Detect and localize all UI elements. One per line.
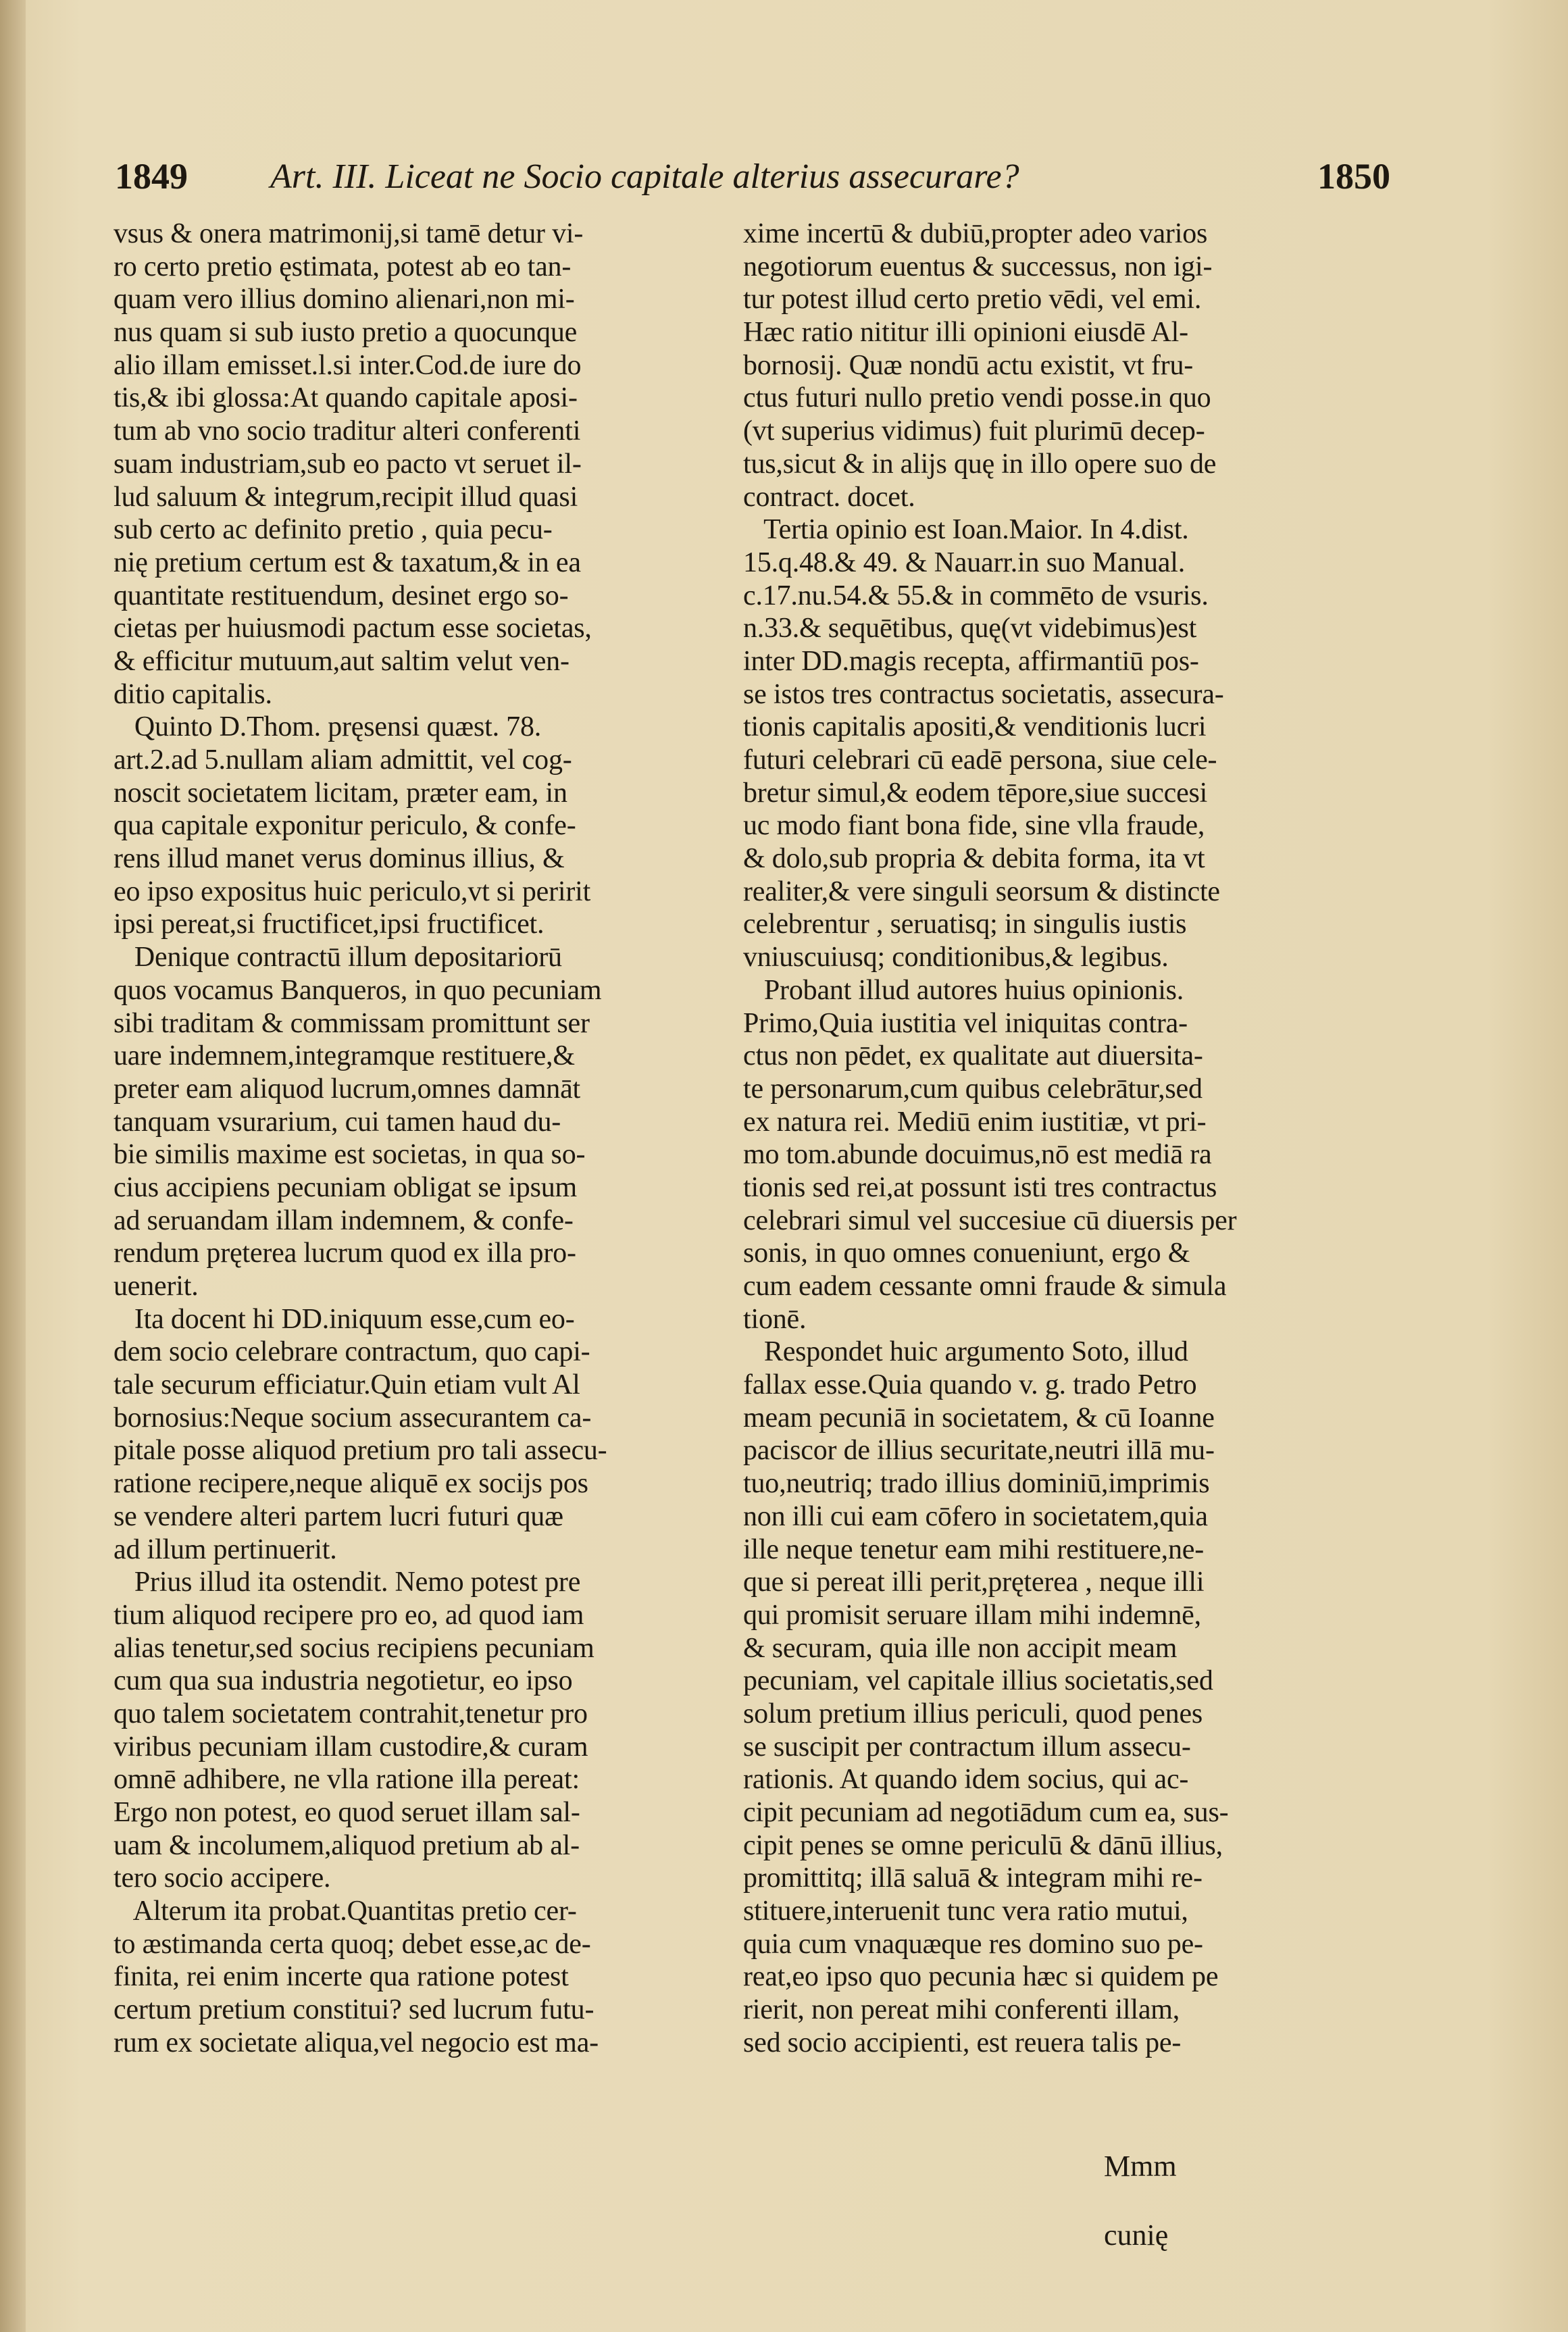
text-line: reat,eo ipso quo pecunia hæc si quidem pe <box>743 1961 1219 1993</box>
text-line: 15.q.48.& 49. & Nauarr.in suo Manual. <box>743 547 1186 578</box>
left-text-column <box>113 218 725 2060</box>
text-line: art.2.ad 5.nullam aliam admittit, vel cog- <box>113 744 572 776</box>
text-line: qui promisit seruare illam mihi indemnē, <box>743 1599 1201 1631</box>
text-line: sonis, in quo omnes conueniunt, ergo & <box>743 1238 1190 1269</box>
text-line: tionis capitalis apositi,& venditionis lucri <box>743 711 1207 743</box>
text-line: inter DD.magis recepta, affirmantiū pos- <box>743 645 1199 677</box>
text-line: stituere,interuenit tunc vera ratio mutui, <box>743 1896 1188 1927</box>
text-line: rierit, non pereat mihi conferenti illam, <box>743 1994 1180 2026</box>
page-number-right: 1850 <box>1317 156 1390 197</box>
binding-gutter <box>0 0 26 2332</box>
text-line: celebrari simul vel succesiue cū diuersis per <box>743 1205 1237 1236</box>
text-line: quia cum vnaquæque res domino suo pe- <box>743 1928 1203 1960</box>
text-line: quo talem societatem contrahit,tenetur pro <box>113 1698 588 1729</box>
text-line: preter eam aliquod lucrum,omnes damnāt <box>113 1073 580 1105</box>
text-line: se istos tres contractus societatis, assecura- <box>743 678 1224 710</box>
text-line: se suscipit per contractum illum assecu- <box>743 1731 1191 1763</box>
text-line: tium aliquod recipere pro eo, ad quod iam <box>113 1599 584 1631</box>
text-line: ille neque tenetur eam mihi restituere,ne- <box>743 1533 1204 1565</box>
text-line: ro certo pretio ęstimata, potest ab eo tan- <box>113 251 572 282</box>
text-line: negotiorum euentus & successus, non igi- <box>743 251 1213 282</box>
text-line: te personarum,cum quibus celebrātur,sed <box>743 1073 1203 1105</box>
text-line: ditio capitalis. <box>113 678 272 710</box>
text-line: quantitate restituendum, desinet ergo so- <box>113 580 569 611</box>
text-line: cipit penes se omne periculū & dānū illius, <box>743 1829 1223 1861</box>
text-line: bie similis maxime est societas, in qua so- <box>113 1139 586 1171</box>
text-line: Primo,Quia iustitia vel iniquitas contra- <box>743 1007 1188 1039</box>
text-line: finita, rei enim incerte qua ratione potest <box>113 1961 569 1993</box>
text-line: Denique contractū illum depositariorū <box>113 942 562 973</box>
text-line: Tertia opinio est Ioan.Maior. In 4.dist. <box>743 514 1189 546</box>
text-line: ctus futuri nullo pretio vendi posse.in quo <box>743 382 1211 414</box>
text-line: certum pretium constitui? sed lucrum futu- <box>113 1994 595 2026</box>
text-line: Quinto D.Thom. pręsensi quæst. 78. <box>113 711 542 743</box>
text-line: uc modo fiant bona fide, sine vlla fraude, <box>743 810 1205 842</box>
text-line: fallax esse.Quia quando v. g. trado Petro <box>743 1369 1197 1401</box>
text-line: pecuniam, vel capitale illius societatis,sed <box>743 1665 1213 1697</box>
text-line: paciscor de illius securitate,neutri illā mu- <box>743 1435 1215 1467</box>
text-line: cipit pecuniam ad negotiādum cum ea, sus- <box>743 1797 1229 1828</box>
text-line: Respondet huic argumento Soto, illud <box>743 1336 1188 1368</box>
text-line: & efficitur mutuum,aut saltim velut ven- <box>113 645 570 677</box>
text-line: bornosij. Quæ nondū actu existit, vt fru- <box>743 349 1194 381</box>
text-line: rendum pręterea lucrum quod ex illa pro- <box>113 1238 576 1269</box>
text-line: se vendere alteri partem lucri futuri quæ <box>113 1500 563 1532</box>
text-line: sub certo ac definito pretio , quia pecu- <box>113 514 553 546</box>
text-line: ad seruandam illam indemnem, & confe- <box>113 1205 574 1236</box>
text-line: tum ab vno socio traditur alteri conferenti <box>113 415 581 447</box>
text-line: uenerit. <box>113 1271 199 1302</box>
page-number-left: 1849 <box>115 156 188 197</box>
text-line: Alterum ita probat.Quantitas pretio cer- <box>113 1896 577 1927</box>
text-line: celebrentur , seruatisq; in singulis iustis <box>743 909 1187 940</box>
text-line: tero socio accipere. <box>113 1862 331 1894</box>
text-line: uare indemnem,integramque restituere,& <box>113 1040 575 1072</box>
text-line: Ita docent hi DD.iniquum esse,cum eo- <box>113 1303 575 1335</box>
text-line: ad illum pertinuerit. <box>113 1533 337 1565</box>
text-line: xime incertū & dubiū,propter adeo varios <box>743 218 1208 249</box>
text-line: sibi traditam & commissam promittunt ser <box>113 1007 590 1039</box>
text-line: viribus pecuniam illam custodire,& curam <box>113 1731 588 1763</box>
text-line: realiter,& vere singuli seorsum & distincte <box>743 876 1220 907</box>
text-line: sed socio accipienti, est reuera talis pe- <box>743 2027 1182 2058</box>
signature-mark: Mmm <box>1104 2150 1177 2183</box>
text-line: ratione recipere,neque aliquē ex socijs pos <box>113 1468 588 1500</box>
text-line: tur potest illud certo pretio vēdi, vel emi. <box>743 284 1202 315</box>
text-line: cum qua sua industria negotietur, eo ipso <box>113 1665 573 1697</box>
text-line: & securam, quia ille non accipit meam <box>743 1632 1178 1664</box>
text-line: que si pereat illi perit,pręterea , neque illi <box>743 1567 1205 1598</box>
running-title: Art. III. Liceat ne Socio capitale alterius assecurare? <box>270 157 1019 196</box>
text-line: bretur simul,& eodem tēpore,siue succesi <box>743 777 1208 809</box>
text-line: tis,& ibi glossa:At quando capitale aposi- <box>113 382 578 414</box>
text-line: tus,sicut & in alijs quę in illo opere suo de <box>743 448 1217 480</box>
text-line: quos vocamus Banqueros, in quo pecuniam <box>113 974 602 1006</box>
text-line: cius accipiens pecuniam obligat se ipsum <box>113 1171 577 1203</box>
text-line: Probant illud autores huius opinionis. <box>743 974 1184 1006</box>
text-line: rationis. At quando idem socius, qui ac- <box>743 1764 1189 1796</box>
page-footer <box>1074 2114 1178 2287</box>
text-line: to æstimanda certa quoq; debet esse,ac de- <box>113 1928 591 1960</box>
running-header <box>108 155 1459 209</box>
text-line: Ergo non potest, eo quod seruet illam sal- <box>113 1797 580 1828</box>
text-line: tionē. <box>743 1303 807 1335</box>
text-line: ex natura rei. Mediū enim iustitiæ, vt pri- <box>743 1106 1207 1138</box>
text-line: tionis sed rei,at possunt isti tres contractus <box>743 1171 1217 1203</box>
catchword: cunię <box>1104 2219 1169 2252</box>
text-line: futuri celebrari cū eadē persona, siue cele- <box>743 744 1217 776</box>
right-text-column <box>743 218 1355 2060</box>
text-line: alio illam emisset.l.si inter.Cod.de iure do <box>113 349 582 381</box>
text-line: promittitq; illā saluā & integram mihi re- <box>743 1862 1203 1894</box>
text-line: eo ipso expositus huic periculo,vt si peririt <box>113 876 591 907</box>
text-line: n.33.& sequētibus, quę(vt videbimus)est <box>743 613 1197 644</box>
text-line: rens illud manet verus dominus illius, & <box>113 843 565 875</box>
text-line: Hæc ratio nititur illi opinioni eiusdē Al- <box>743 317 1188 349</box>
text-line: tale securum efficiatur.Quin etiam vult Al <box>113 1369 580 1401</box>
text-line: omnē adhibere, ne vlla ratione illa pereat: <box>113 1764 580 1796</box>
text-line: meam pecuniā in societatem, & cū Ioanne <box>743 1402 1215 1434</box>
text-line: dem socio celebrare contractum, quo capi- <box>113 1336 590 1368</box>
text-line: cietas per huiusmodi pactum esse societas, <box>113 613 592 644</box>
text-line: quam vero illius domino alienari,non mi- <box>113 284 575 315</box>
text-line: tuo,neutriq; trado illius dominiū,imprimis <box>743 1468 1210 1500</box>
text-line: c.17.nu.54.& 55.& in commēto de vsuris. <box>743 580 1209 611</box>
text-line: contract. docet. <box>743 481 915 513</box>
text-line: suam industriam,sub eo pacto vt seruet il- <box>113 448 582 480</box>
text-line: (vt superius vidimus) fuit plurimū decep- <box>743 415 1205 447</box>
text-line: vniuscuiusq; conditionibus,& legibus. <box>743 942 1169 973</box>
text-line: tanquam vsurarium, cui tamen haud du- <box>113 1106 561 1138</box>
text-line: vsus & onera matrimonij,si tamē detur vi- <box>113 218 584 249</box>
text-line: noscit societatem licitam, præter eam, in <box>113 777 567 809</box>
text-line: & dolo,sub propria & debita forma, ita vt <box>743 843 1205 875</box>
text-line: uam & incolumem,aliquod pretium ab al- <box>113 1829 580 1861</box>
text-line: ipsi pereat,si fructificet,ipsi fructificet. <box>113 909 545 940</box>
text-line: qua capitale exponitur periculo, & confe- <box>113 810 576 842</box>
text-line: Prius illud ita ostendit. Nemo potest pre <box>113 1567 581 1598</box>
text-line: ctus non pēdet, ex qualitate aut diuersita- <box>743 1040 1203 1072</box>
text-line: lud saluum & integrum,recipit illud quasi <box>113 481 578 513</box>
text-line: non illi cui eam cōfero in societatem,quia <box>743 1500 1208 1532</box>
text-line: rum ex societate aliqua,vel negocio est ma- <box>113 2027 599 2058</box>
text-line: nus quam si sub iusto pretio a quocunque <box>113 317 578 349</box>
text-line: solum pretium illius periculi, quod penes <box>743 1698 1203 1729</box>
text-line: nię pretium certum est & taxatum,& in ea <box>113 547 581 578</box>
text-line: cum eadem cessante omni fraude & simula <box>743 1271 1227 1302</box>
text-line: mo tom.abunde docuimus,nō est mediā ra <box>743 1139 1212 1171</box>
text-line: bornosius:Neque socium assecurantem ca- <box>113 1402 592 1434</box>
text-line: pitale posse aliquod pretium pro tali assecu- <box>113 1435 607 1467</box>
text-line: alias tenetur,sed socius recipiens pecuniam <box>113 1632 595 1664</box>
